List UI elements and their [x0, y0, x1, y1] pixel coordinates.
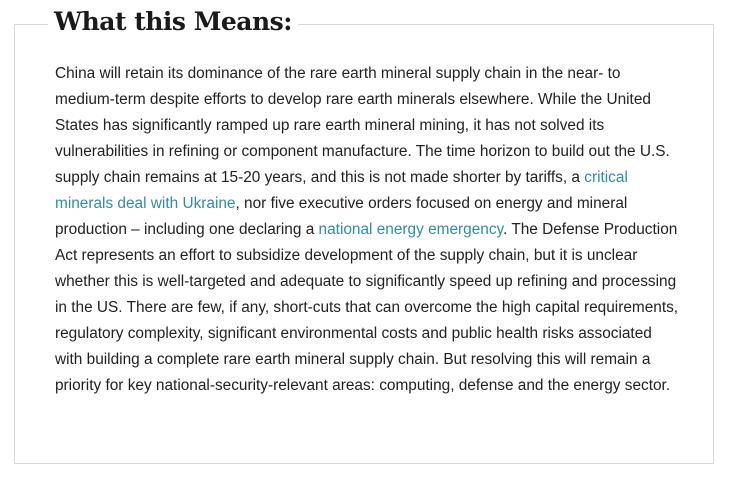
- section-paragraph: [55, 61, 679, 399]
- paragraph-text-2: , nor five executive orders focused on energy and mineral production – including one declaring a: [55, 195, 628, 238]
- critical-minerals-deal-link[interactable]: critical minerals deal with Ukraine: [55, 169, 628, 212]
- section-heading: What this Means:: [48, 4, 298, 40]
- national-energy-emergency-link[interactable]: national energy emergency: [318, 221, 504, 238]
- paragraph-text-1: China will retain its dominance of the rare earth mineral supply chain in the near- to medium-term despite efforts to develop rare earth minerals elsewhere. While the United States has significantly ramped up rare earth mineral mining, it has not solved its vulnerabilities in refining or component manufacture. The time horizon to build out the U.S. supply chain remains at 15-20 years, and this is not made shorter by tariffs, a: [55, 65, 670, 186]
- paragraph-text-3: . The Defense Production Act represents an effort to subsidize development of the supply chain, but it is unclear whether this is well-targeted and adequate to significantly speed up refining and processing in the US. There are few, if any, short-cuts that can overcome the high capital requirements, regulatory complexity, significant environmental costs and public health risks associated with building a complete rare earth mineral supply chain. But resolving this will remain a priority for key national-security-relevant areas: computing, defense and the energy sector.: [55, 221, 679, 394]
